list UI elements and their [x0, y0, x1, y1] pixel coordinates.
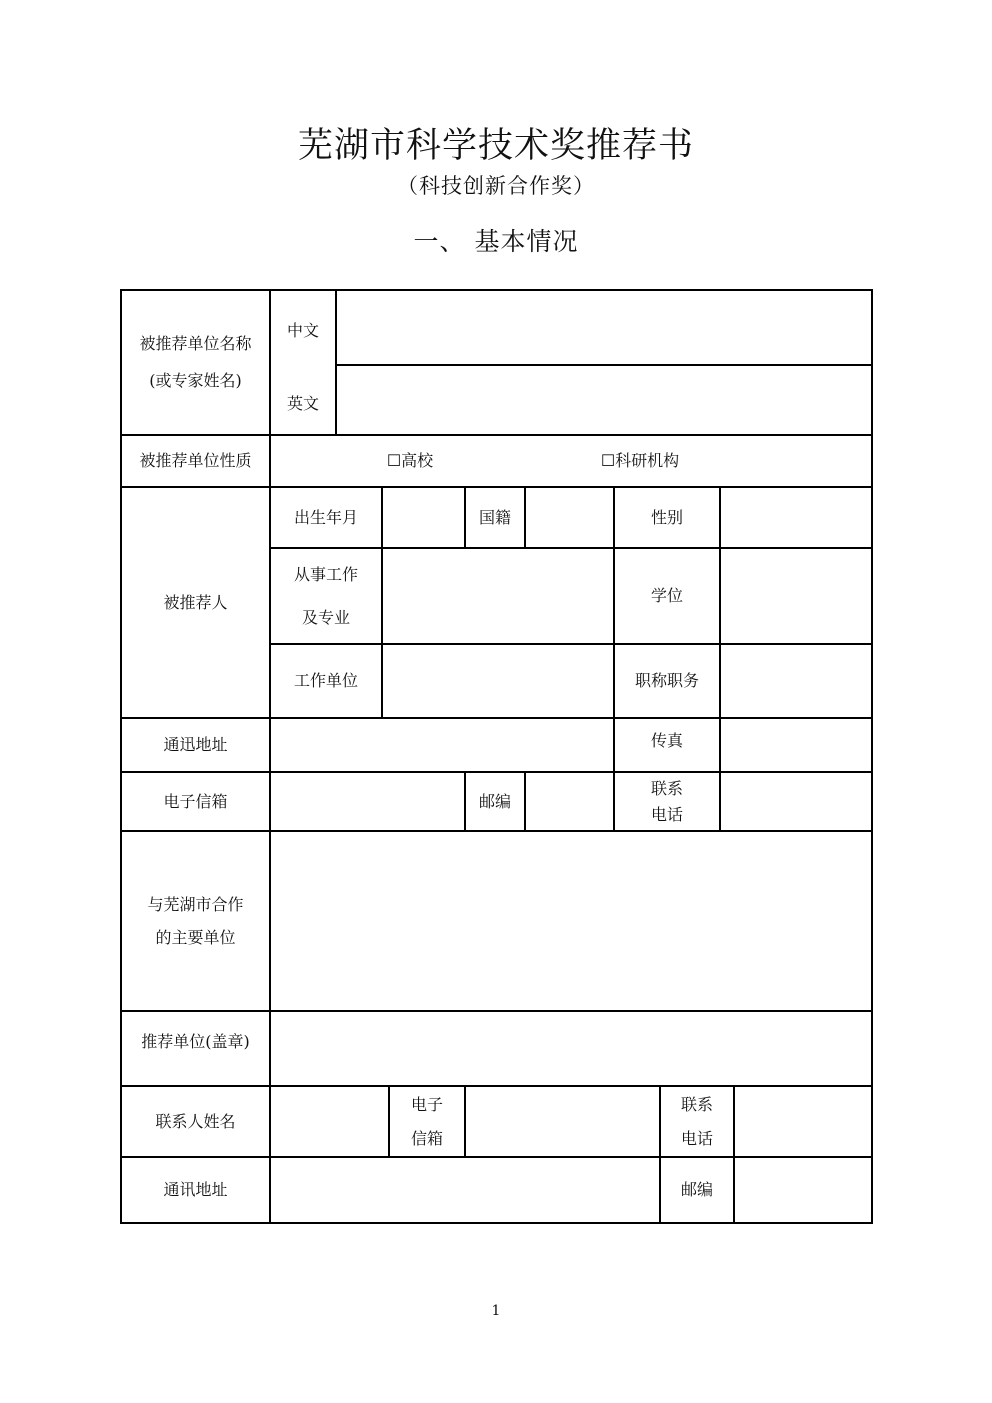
contact-address-label: 通讯地址 — [163, 1180, 228, 1200]
recommender-field[interactable] — [271, 1012, 871, 1085]
contact-phone-label-line2: 电话 — [680, 1128, 713, 1148]
nominee-label: 被推荐人 — [163, 592, 228, 612]
phone-field[interactable] — [721, 773, 871, 830]
contact-phone-label — [661, 1087, 733, 1156]
option-research-checkbox[interactable]: ☐科研机构 — [600, 451, 680, 471]
workplace-label: 工作单位 — [293, 671, 358, 691]
contact-name-field[interactable] — [271, 1087, 388, 1156]
job-title-field[interactable] — [721, 645, 871, 717]
document-title: 芜湖市科学技术奖推荐书 — [297, 126, 694, 166]
recommender-label: 推荐单位(盖章) — [141, 1032, 250, 1052]
partners-label-line1: 与芜湖市合作 — [147, 894, 244, 914]
chinese-name-field[interactable] — [337, 291, 871, 364]
gender-label: 性别 — [650, 507, 683, 527]
postcode-field[interactable] — [526, 773, 613, 830]
job-title-label: 职称职务 — [634, 671, 699, 691]
workplace-field[interactable] — [383, 645, 613, 717]
phone-label-line1: 联系 — [650, 779, 683, 799]
degree-field[interactable] — [721, 549, 871, 643]
email-field[interactable] — [271, 773, 464, 830]
chinese-name-label: 中文 — [286, 321, 319, 340]
partners-label-line2: 的主要单位 — [155, 928, 236, 947]
gender-field[interactable] — [721, 488, 871, 547]
contact-name-label: 联系人姓名 — [155, 1111, 236, 1131]
address-label: 通迅地址 — [163, 735, 228, 755]
email-label: 电子信箱 — [163, 791, 228, 811]
work-field-field[interactable] — [383, 549, 613, 643]
work-field-label-line1: 从事工作 — [293, 564, 358, 584]
work-field-label — [271, 549, 381, 643]
degree-label: 学位 — [650, 586, 683, 606]
address-field[interactable] — [271, 719, 613, 771]
phone-label — [615, 773, 719, 830]
phone-label-line2: 电话 — [650, 804, 683, 824]
nationality-field[interactable] — [526, 488, 613, 547]
contact-email-label-line2: 信箱 — [410, 1128, 443, 1148]
nominee-name-label-line1: 被推荐单位名称 — [139, 333, 252, 353]
birth-field[interactable] — [383, 488, 464, 547]
contact-postcode-label: 邮编 — [680, 1180, 713, 1200]
document-subtitle: （科技创新合作奖） — [397, 174, 595, 198]
section-title: 一、 基本情况 — [413, 227, 579, 256]
work-field-label-line2: 及专业 — [301, 608, 350, 627]
partners-label — [122, 832, 269, 1010]
nominee-name-label — [122, 291, 269, 434]
contact-postcode-field[interactable] — [735, 1158, 871, 1222]
nominee-name-label-line2: (或专家姓名) — [149, 371, 242, 391]
contact-phone-label-line1: 联系 — [680, 1095, 713, 1115]
english-name-label: 英文 — [286, 394, 319, 414]
contact-email-label-line1: 电子 — [410, 1095, 443, 1115]
contact-email-label — [390, 1087, 464, 1156]
fax-field[interactable] — [721, 719, 871, 771]
contact-phone-field[interactable] — [735, 1087, 871, 1156]
table-border-right — [871, 289, 873, 1224]
nationality-label: 国籍 — [478, 507, 511, 527]
table-border-bottom — [120, 1222, 873, 1224]
fax-label: 传真 — [650, 731, 683, 751]
option-university-checkbox[interactable]: ☐高校 — [386, 451, 434, 471]
page-number: 1 — [491, 1303, 501, 1319]
org-type-label: 被推荐单位性质 — [139, 451, 252, 471]
partners-field[interactable] — [271, 832, 871, 1010]
postcode-label: 邮编 — [478, 791, 511, 811]
birth-label: 出生年月 — [293, 507, 358, 527]
contact-address-field[interactable] — [271, 1158, 659, 1222]
english-name-field[interactable] — [337, 366, 871, 434]
contact-email-field[interactable] — [466, 1087, 659, 1156]
